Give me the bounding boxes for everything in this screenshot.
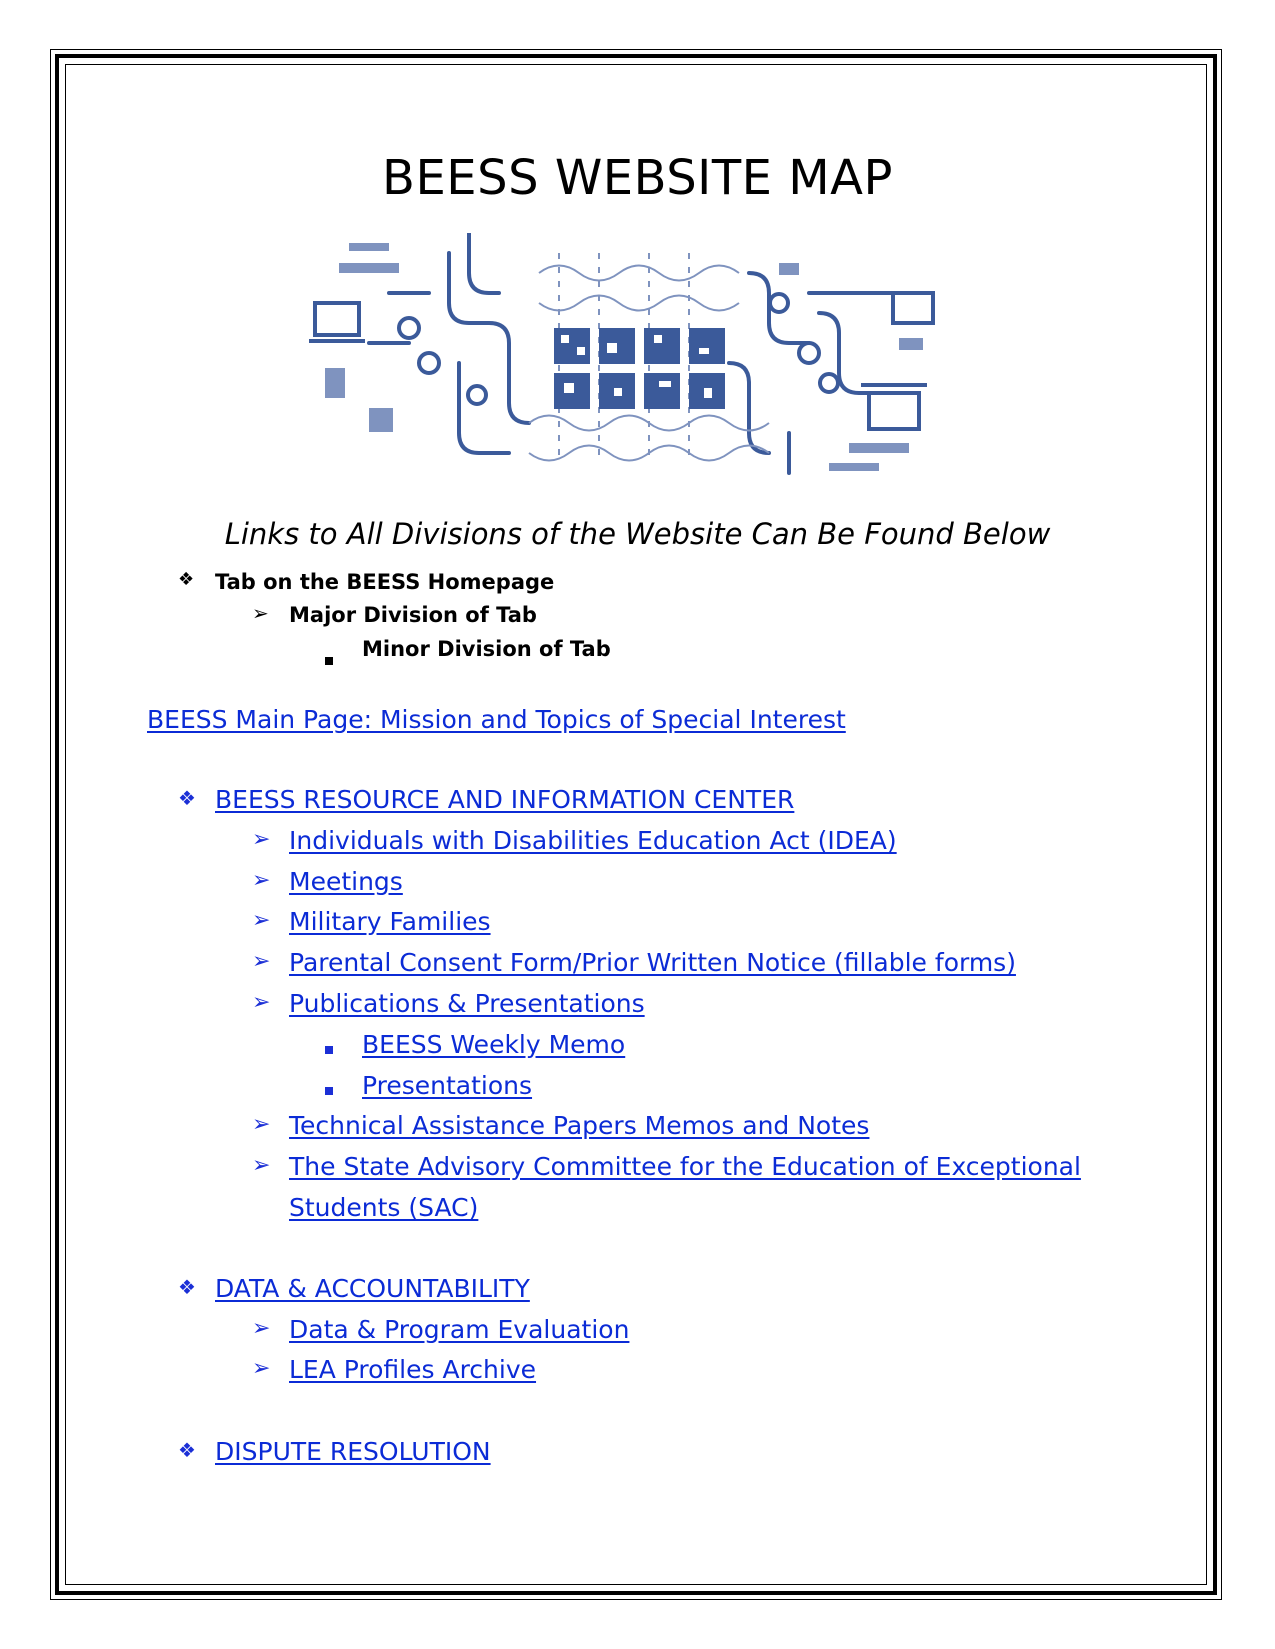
four-diamond-bullet-icon: ❖ [178, 569, 195, 590]
arrowhead-bullet-icon: ➢ [252, 907, 271, 932]
four-diamond-bullet-icon: ❖ [178, 788, 196, 810]
arrowhead-bullet-icon: ➢ [252, 1355, 271, 1380]
presentations-link[interactable]: Presentations [362, 1071, 533, 1100]
section-resource-center [178, 785, 1078, 817]
data-accountability-link[interactable]: DATA & ACCOUNTABILITY [215, 1274, 530, 1303]
website-map-banner-illustration [309, 233, 941, 487]
state-advisory-committee-link[interactable]: The State Advisory Committee for the Education of Exceptional [289, 1152, 1081, 1181]
four-diamond-bullet-icon: ❖ [178, 1440, 196, 1462]
arrowhead-bullet-icon: ➢ [252, 948, 271, 973]
dispute-resolution-link[interactable]: DISPUTE RESOLUTION [215, 1437, 491, 1466]
data-program-evaluation-link[interactable]: Data & Program Evaluation [289, 1315, 630, 1344]
legend-minor-label: Minor Division of Tab [362, 637, 611, 661]
legend-major-label: Major Division of Tab [289, 603, 537, 627]
four-diamond-bullet-icon: ❖ [178, 1277, 196, 1299]
arrowhead-bullet-icon: ➢ [252, 867, 271, 892]
arrowhead-bullet-icon: ➢ [252, 989, 271, 1014]
arrowhead-bullet-icon: ➢ [252, 1315, 271, 1340]
arrowhead-bullet-icon: ➢ [252, 1111, 271, 1136]
resource-center-link[interactable]: BEESS RESOURCE AND INFORMATION CENTER [215, 785, 795, 814]
page-title: BEESS WEBSITE MAP [382, 150, 893, 206]
page-subtitle: Links to All Divisions of the Website Can Be Found Below [224, 517, 1051, 551]
legend-tab-label: Tab on the BEESS Homepage [215, 570, 555, 594]
arrowhead-bullet-icon: ➢ [252, 1152, 271, 1177]
idea-link[interactable]: Individuals with Disabilities Education Act (IDEA) [289, 826, 897, 855]
square-bullet-icon [325, 1041, 333, 1059]
state-advisory-committee-link-line2[interactable]: Students (SAC) [289, 1193, 479, 1222]
military-families-link[interactable]: Military Families [289, 907, 491, 936]
meetings-link[interactable]: Meetings [289, 867, 403, 896]
main-page-link[interactable]: BEESS Main Page: Mission and Topics of Special Interest [147, 705, 846, 734]
technical-assistance-link[interactable]: Technical Assistance Papers Memos and Notes [289, 1111, 870, 1140]
arrowhead-bullet-icon: ➢ [252, 601, 269, 625]
publications-presentations-link[interactable]: Publications & Presentations [289, 989, 645, 1018]
square-bullet-icon [325, 1082, 333, 1100]
arrowhead-bullet-icon: ➢ [252, 826, 271, 851]
lea-profiles-archive-link[interactable]: LEA Profiles Archive [289, 1355, 537, 1384]
parental-consent-link[interactable]: Parental Consent Form/Prior Written Notice (fillable forms) [289, 948, 1016, 977]
square-bullet-icon [325, 646, 333, 670]
weekly-memo-link[interactable]: BEESS Weekly Memo [362, 1030, 626, 1059]
